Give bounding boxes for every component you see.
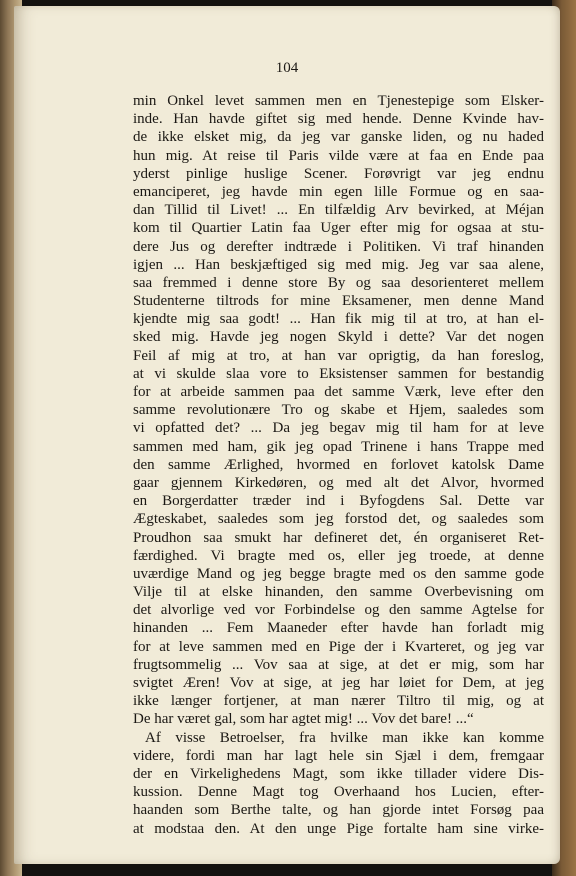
text-line: kom til Quartier Latin faa Uger efter mig for ogsaa at stu- — [133, 220, 544, 237]
text-line: der en Virkelighedens Magt, som ikke tillader videre Dis- — [133, 765, 544, 782]
text-line: haanden som Berthe talte, og han gjorde intet Forsøg paa — [133, 802, 544, 819]
text-line: det alvorlige ved vor Forbindelse og den samme Agtelse for — [133, 602, 544, 619]
text-line: videre, fordi man har lagt hele sin Sjæl i dem, fremgaar — [133, 747, 544, 764]
text-line: kussion. Denne Magt tog Overhaand hos Lucien, efter- — [133, 784, 544, 801]
body-text — [133, 92, 544, 838]
text-line: dere Jus og derefter indtræde i Politiken. Vi traf hinanden — [133, 238, 544, 255]
text-line: yderst pinlige huslige Scener. Forøvrigt var jeg endnu — [133, 165, 544, 182]
text-line: Vilje til at elske hinanden, den samme Overbevisning om — [133, 584, 544, 601]
text-line: at modstaa den. At den unge Pige fortalte ham sine virke- — [133, 820, 544, 837]
text-line: for at arbeide sammen paa det samme Værk, leve efter den — [133, 384, 544, 400]
text-line: frugtsommelig ... Vov saa at sige, at det er mig, som har — [133, 656, 544, 673]
text-line: for at leve sammen med en Pige der i Kvarteret, og jeg var — [133, 638, 544, 655]
text-line: svigtet Æren! Vov at sige, at jeg har løiet for Dem, at jeg — [133, 675, 544, 691]
text-line: uværdige Mand og jeg begge bragte med os den samme gode — [133, 565, 544, 582]
text-line: igjen ... Han beskjæftiged sig med mig. Jeg var saa alene, — [133, 256, 544, 273]
text-line: Feil af mig at tro, at han var oprigtig, da han foreslog, — [133, 347, 544, 364]
text-line: sammen med ham, gik jeg opad Trinene i hans Trappe med — [133, 438, 544, 455]
text-line: dan Tillid til Livet! ... En tilfældig Arv bevirked, at Méjan — [133, 202, 544, 219]
text-line: samme revolutionære Tro og skabe et Hjem, saaledes som — [133, 402, 544, 419]
text-line: kjendte mig saa godt! ... Han fik mig til at tro, at han el- — [133, 311, 544, 328]
text-line: den samme Ærlighed, hvormed en forlovet katolsk Dame — [133, 456, 544, 473]
text-line: en Borgerdatter træder ind i Byfogdens Sal. Dette var — [133, 493, 544, 510]
text-line: sked mig. Havde jeg nogen Skyld i dette? Var det nogen — [133, 329, 544, 346]
text-line: min Onkel levet sammen men en Tjenestepige som Elsker- — [133, 93, 544, 109]
text-line: Ægteskabet, saaledes som jeg forstod det, og saaledes som — [133, 511, 544, 528]
text-line: færdighed. Vi bragte med os, eller jeg troede, at denne — [133, 547, 544, 564]
text-line: hinanden ... Fem Maaneder efter havde han forladt mig — [133, 620, 544, 637]
text-line: Af visse Betroelser, fra hvilke man ikke kan komme — [145, 729, 544, 746]
text-line: ikke længer fortjener, at man nærer Tiltro til mig, og at — [133, 693, 544, 710]
text-line: De har været gal, som har agtet mig! ... Vov det bare! ...“ — [133, 711, 474, 728]
text-line: inde. Han havde giftet sig med hende. Denne Kvinde hav- — [133, 111, 544, 128]
text-line: vi opfatted det? ... Da jeg begav mig til ham for at leve — [133, 420, 544, 437]
text-line: at vi skulde slaa vore to Eksistenser sammen for bestandig — [133, 365, 544, 382]
page-number: 104 — [275, 60, 299, 76]
text-line: Studenterne tiltrods for mine Eksamener, men denne Mand — [133, 293, 544, 310]
text-line: gaar gjennem Kirkedøren, og med alt det Alvor, hvormed — [133, 474, 544, 491]
text-line: saa fremmed i denne store By og saa desorienteret mellem — [133, 274, 544, 291]
book-page — [14, 6, 560, 864]
text-line: hun mig. At reise til Paris vilde være at faa en Ende paa — [133, 147, 544, 164]
text-line: de ikke elsket mig, da jeg var ganske liden, og nu haded — [133, 129, 544, 146]
text-line: Proudhon saa smukt har defineret det, én organiseret Ret- — [133, 529, 544, 546]
text-line: emanciperet, jeg havde min egen lille Formue og en saa- — [133, 183, 544, 200]
